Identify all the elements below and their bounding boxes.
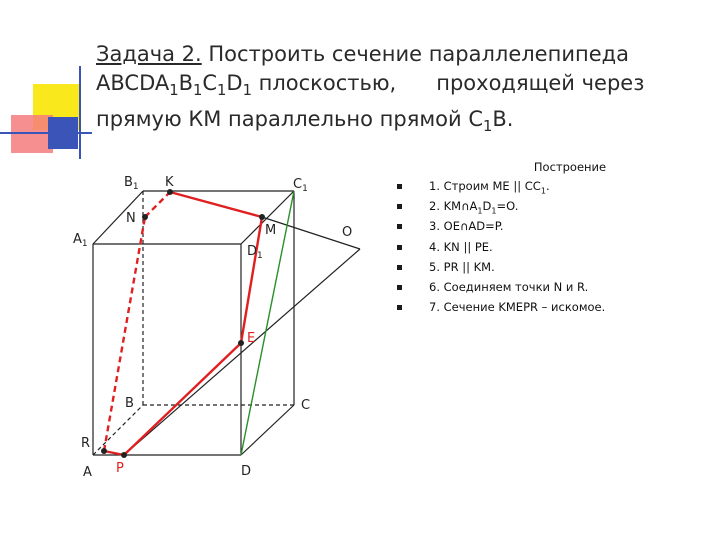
list-item (395, 257, 715, 277)
point-e (238, 340, 244, 346)
label-k: K (165, 175, 174, 190)
parallelepiped-diagram (0, 150, 390, 490)
deco-horizontal-line (0, 132, 92, 134)
step-number: 5. (429, 259, 440, 274)
construction-panel (395, 160, 715, 317)
list-item (395, 176, 715, 196)
section-n-k-dashed (145, 192, 170, 217)
bullet-icon (397, 224, 402, 229)
bullet-icon (397, 184, 402, 189)
list-item (395, 297, 715, 317)
label-p: P (116, 461, 124, 476)
step-text: OE∩AD=P. (443, 219, 504, 234)
step-text: PR || KM. (443, 259, 495, 274)
title-line-2 (96, 69, 696, 105)
title-sub: 1 (193, 82, 203, 100)
step-number: 7. (429, 300, 440, 315)
label-m: M (265, 223, 277, 238)
label-b1: $B_1$ (124, 175, 139, 192)
point-p (121, 452, 127, 458)
edge-a-b-hidden (93, 405, 143, 455)
label-n: N (126, 211, 136, 226)
title-line-3 (96, 105, 696, 141)
label-d: D (241, 464, 252, 479)
step-number: 6. (429, 279, 440, 294)
deco-red-square (11, 115, 53, 153)
label-e: E (247, 331, 256, 346)
title-line-1 (96, 40, 696, 69)
construction-steps-list (395, 176, 715, 317)
title-text: D (226, 71, 243, 95)
step-text: Соединяем точки N и R. (443, 279, 589, 294)
label-a: A (83, 465, 92, 480)
list-item (395, 216, 715, 236)
construction-header: Построение (533, 160, 607, 174)
step-sub: 1 (477, 206, 483, 216)
line-o-p (124, 249, 360, 455)
task-title (96, 40, 696, 141)
label-r: R (81, 436, 91, 451)
title-sub: 1 (483, 118, 493, 136)
bullet-icon (397, 305, 402, 310)
title-text: C (202, 71, 218, 95)
task-label: Задача 2. (96, 42, 202, 66)
title-text: В. (492, 107, 514, 132)
bullet-icon (397, 245, 402, 250)
label-c1: $C_1$ (293, 177, 308, 194)
bullet-icon (397, 285, 402, 290)
bullet-icon (397, 204, 402, 209)
step-number: 1. (429, 179, 440, 193)
step-text: Строим ME || CC (443, 179, 541, 193)
title-text: прямую КМ параллельно прямой С (96, 107, 484, 132)
title-sub: 1 (242, 82, 252, 100)
title-line1-text: Построить сечение параллелепипеда (201, 42, 630, 66)
step-text: D (482, 199, 492, 214)
label-d1: $D_1$ (247, 244, 263, 261)
section-r-n-dashed (104, 217, 145, 451)
step-sub: 1 (491, 206, 497, 216)
step-text: KM∩A (443, 199, 478, 214)
title-text: плоскостью, проходящей через (251, 71, 645, 95)
step-text: Сечение KMEPR – искомое. (443, 300, 606, 315)
section-m-e (241, 217, 262, 343)
list-item (395, 237, 715, 257)
step-number: 3. (429, 219, 440, 234)
list-item (395, 277, 715, 297)
step-text: . (545, 179, 550, 193)
deco-vertical-line (79, 66, 81, 159)
section-e-p (124, 343, 241, 455)
bullet-icon (397, 265, 402, 270)
label-a1: $A_1$ (73, 232, 88, 249)
point-m (259, 214, 265, 220)
title-sub: 1 (217, 82, 227, 100)
step-text: KN || PE. (443, 239, 493, 254)
step-number: 4. (429, 239, 440, 254)
step-text: =O. (496, 199, 519, 214)
title-sub: 1 (169, 82, 179, 100)
list-item (395, 196, 715, 216)
step-sub: 1 (540, 186, 546, 196)
step-number: 2. (429, 199, 440, 214)
title-text: ABCDA (96, 71, 170, 95)
point-n (142, 214, 148, 220)
label-b: B (125, 396, 134, 411)
section-k-m (170, 192, 262, 217)
title-text: B (178, 71, 194, 95)
point-r (101, 448, 107, 454)
label-c: C (301, 398, 311, 413)
label-o: O (342, 225, 353, 240)
